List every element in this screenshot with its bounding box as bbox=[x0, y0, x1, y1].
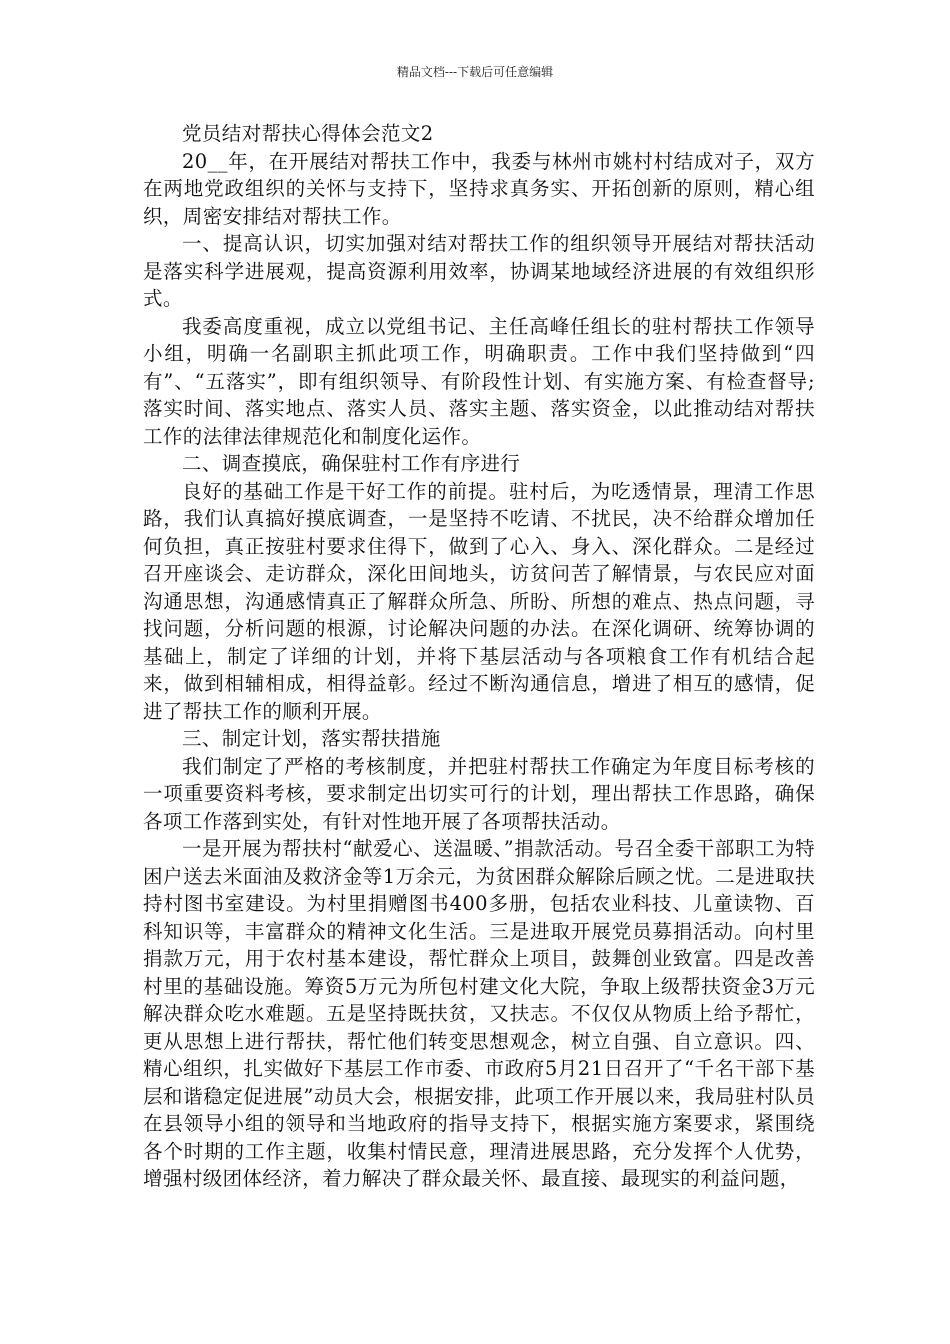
document-body bbox=[143, 120, 815, 1193]
paragraph-assessment: 我们制定了严格的考核制度，并把驻村帮扶工作确定为年度目标考核的一项重要资料考核，要求制定出切实可行的计划，理出帮扶工作思路，确保各项工作落到实处，有针对性地开展了各项帮扶活动。 bbox=[143, 754, 815, 833]
section-heading-2: 二、调查摸底，确保驻村工作有序进行 bbox=[182, 452, 521, 475]
paragraph-investigation: 良好的基础工作是干好工作的前提。驻村后，为吃透情景，理清工作思路，我们认真搞好摸底调查，一是坚持不吃请、不扰民，决不给群众增加任何负担，真正按驻村要求住得下，做到了心入、身入、深化群众。二是经过召开座谈会、走访群众，深化田间地头，访贫问苦了解情景，与农民应对面沟通思想，沟通感情真正了解群众所急、所盼、所想的难点、热点问题，寻找问题，分析问题的根源，讨论解决问题的办法。在深化调研、统筹协调的基础上，制定了详细的计划，并将下基层活动与各项粮食工作有机结合起来，做到相辅相成，相得益彰。经过不断沟通信息，增进了相互的感情，促进了帮扶工作的顺利开展。 bbox=[143, 479, 815, 723]
paragraph-leadership: 我委高度重视，成立以党组书记、主任高峰任组长的驻村帮扶工作领导小组，明确一名副职主抓此项工作，明确职责。工作中我们坚持做到“四有”、“五落实”，即有组织领导、有阶段性计划、有实施方案、有检查督导;落实时间、落实地点、落实人员、落实主题、落实资金，以此推动结对帮扶工作的法律法律规范化和制度化运作。 bbox=[143, 314, 815, 448]
paragraph-intro: 20__年，在开展结对帮扶工作中，我委与林州市姚村村结成对子，双方在两地党政组织的关怀与支持下，坚持求真务实、开拓创新的原则，精心组织，周密安排结对帮扶工作。 bbox=[143, 149, 815, 228]
paragraph-measures: 一是开展为帮扶村“献爱心、送温暖、”捐款活动。号召全委干部职工为特困户送去米面油及救济金等1万余元，为贫困群众解除后顾之忧。二是进取扶持村图书室建设。为村里捐赠图书400多册，包括农业科技、儿童读物、百科知识等，丰富群众的精神文化生活。三是进取开展党员募捐活动。向村里捐款万元，用于农村基本建设，帮忙群众上项目，鼓舞创业致富。四是改善村里的基础设施。筹资5万元为所包村建文化大院，争取上级帮扶资金3万元解决群众吃水难题。五是坚持既扶贫，又扶志。不仅仅从物质上给予帮忙，更从思想上进行帮扶，帮忙他们转变思想观念，树立自强、自立意识。四、精心组织，扎实做好下基层工作市委、市政府5月21日召开了“千名干部下基层和谐稳定促进展”动员大会，根据安排，此项工作开展以来，我局驻村队员在县领导小组的领导和当地政府的指导支持下，根据实施方案要求，紧围绕各个时期的工作主题，收集村情民意，理清进展思路，充分发挥个人优势，增强村级团体经济，着力解决了群众最关怀、最直接、最现实的利益问题， bbox=[143, 837, 815, 1190]
paragraph-section-1: 一、提高认识，切实加强对结对帮扶工作的组织领导开展结对帮扶活动是落实科学进展观，提高资源利用效率，协调某地域经济进展的有效组织形式。 bbox=[143, 232, 815, 310]
document-title: 党员结对帮扶心得体会范文2 bbox=[182, 122, 434, 145]
page-header-note: 精品文档---下载后可任意编辑 bbox=[396, 65, 554, 79]
section-heading-3: 三、制定计划，落实帮扶措施 bbox=[182, 727, 441, 750]
